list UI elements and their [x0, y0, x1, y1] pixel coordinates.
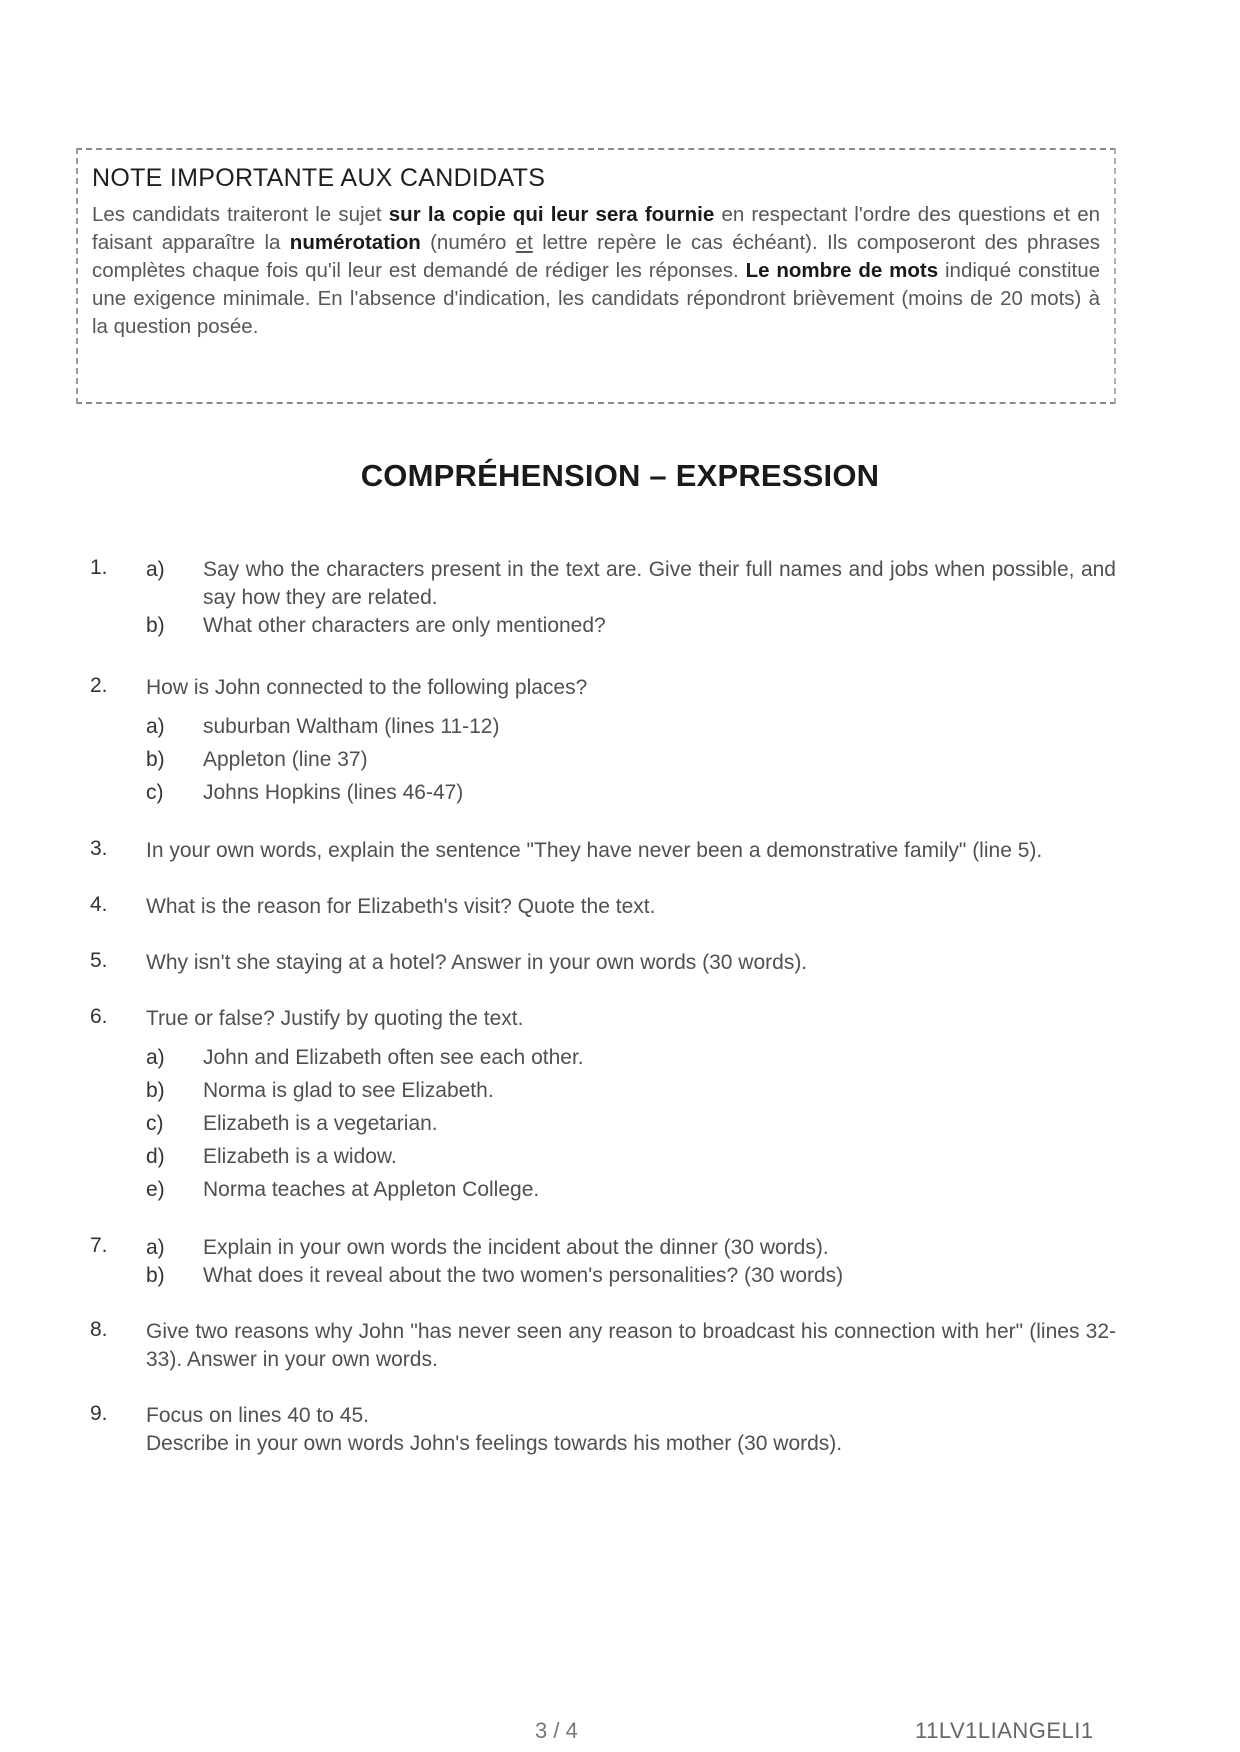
notice-underlined-word: et: [515, 231, 533, 254]
question-number: 1.: [90, 556, 108, 579]
sub-label: b): [146, 614, 165, 637]
sub-label: a): [146, 715, 165, 738]
question-2: [86, 674, 1116, 809]
question-list: [86, 556, 1116, 1478]
question-7-a: [146, 1234, 1116, 1262]
sub-label: a): [146, 558, 165, 581]
sub-text: Elizabeth is a widow.: [203, 1145, 397, 1168]
sub-label: c): [146, 781, 164, 804]
sub-label: d): [146, 1145, 165, 1168]
question-2-a: [146, 710, 1116, 743]
sub-text: Elizabeth is a vegetarian.: [203, 1112, 438, 1135]
question-6-e: [146, 1173, 1116, 1206]
question-stem-continued: Describe in your own words John's feelings towards his mother (30 words).: [146, 1432, 843, 1455]
question-number: 4.: [90, 893, 108, 916]
question-6-c: [146, 1107, 1116, 1140]
question-5: [86, 949, 1116, 977]
question-6-d: [146, 1140, 1116, 1173]
notice-text-part: lettre repère le cas échéant). Ils composeront des phrases complètes chaque fois qu'il leur est demandé de rédiger les réponses.: [92, 231, 1100, 282]
sub-label: c): [146, 1112, 164, 1135]
sub-text: Norma teaches at Appleton College.: [203, 1178, 540, 1201]
sub-label: a): [146, 1236, 165, 1259]
question-8: [86, 1318, 1116, 1374]
notice-text-part: Les candidats traiteront le sujet: [92, 203, 389, 226]
question-stem: Why isn't she staying at a hotel? Answer in your own words (30 words).: [146, 951, 808, 974]
sub-text: Say who the characters present in the text are. Give their full names and jobs when possible, and say how they are related.: [203, 558, 1116, 609]
sub-label: b): [146, 748, 165, 771]
question-9: [86, 1402, 1116, 1458]
question-stem: Give two reasons why John "has never seen any reason to broadcast his connection with her" (lines 32-33). Answer in your own words.: [146, 1320, 1116, 1371]
question-4: [86, 893, 1116, 921]
question-stem: Focus on lines 40 to 45.: [146, 1404, 369, 1427]
page-number: 3 / 4: [535, 1718, 578, 1743]
question-1: [86, 556, 1116, 640]
notice-text-part: en respectant l'ordre des questions et en faisant apparaître la: [92, 203, 1100, 254]
sub-text: Explain in your own words the incident about the dinner (30 words).: [203, 1236, 829, 1259]
question-7-b: [146, 1262, 1116, 1290]
question-stem: What is the reason for Elizabeth's visit? Quote the text.: [146, 895, 656, 918]
sub-text: What other characters are only mentioned?: [203, 614, 606, 637]
sub-text: What does it reveal about the two women's personalities? (30 words): [203, 1264, 844, 1287]
question-2-b: [146, 743, 1116, 776]
notice-text: [92, 201, 1100, 341]
notice-text-part: indiqué constitue une exigence minimale. En l'absence d'indication, les candidats répondront brièvement (moins de 20 mots) à la question posée.: [92, 259, 1100, 338]
question-2-c: [146, 776, 1116, 809]
question-number: 8.: [90, 1318, 108, 1341]
question-number: 2.: [90, 674, 108, 697]
question-1-a: [146, 556, 1116, 612]
question-6-b: [146, 1074, 1116, 1107]
question-7: [86, 1234, 1116, 1290]
exam-code: 11LV1LIANGELI1: [915, 1718, 1094, 1743]
question-number: 7.: [90, 1234, 108, 1257]
sub-text: Appleton (line 37): [203, 748, 368, 771]
question-number: 9.: [90, 1402, 108, 1425]
sub-label: a): [146, 1046, 165, 1069]
notice-emphasis-numbering: numérotation: [289, 231, 421, 254]
question-number: 6.: [90, 1005, 108, 1028]
sub-text: John and Elizabeth often see each other.: [203, 1046, 584, 1069]
sub-label: b): [146, 1264, 165, 1287]
question-3: [86, 837, 1116, 865]
section-title: COMPRÉHENSION – EXPRESSION: [360, 458, 880, 493]
question-number: 3.: [90, 837, 108, 860]
sub-text: suburban Waltham (lines 11-12): [203, 715, 500, 738]
question-6: [86, 1005, 1116, 1206]
question-1-b: [146, 612, 1116, 640]
sub-text: Johns Hopkins (lines 46-47): [203, 781, 464, 804]
question-6-a: [146, 1041, 1116, 1074]
question-number: 5.: [90, 949, 108, 972]
notice-text-part: (numéro: [420, 231, 516, 254]
sub-label: b): [146, 1079, 165, 1102]
notice-emphasis-copy: sur la copie qui leur sera fournie: [388, 203, 715, 226]
candidate-notice-box: [76, 148, 1116, 404]
notice-title: NOTE IMPORTANTE AUX CANDIDATS: [92, 164, 546, 192]
question-stem: True or false? Justify by quoting the text.: [146, 1007, 524, 1030]
question-stem: In your own words, explain the sentence "They have never been a demonstrative family" (line 5).: [146, 839, 1043, 862]
sub-text: Norma is glad to see Elizabeth.: [203, 1079, 494, 1102]
notice-emphasis-word-count: Le nombre de mots: [745, 259, 939, 282]
question-stem: How is John connected to the following places?: [146, 676, 588, 699]
sub-label: e): [146, 1178, 165, 1201]
